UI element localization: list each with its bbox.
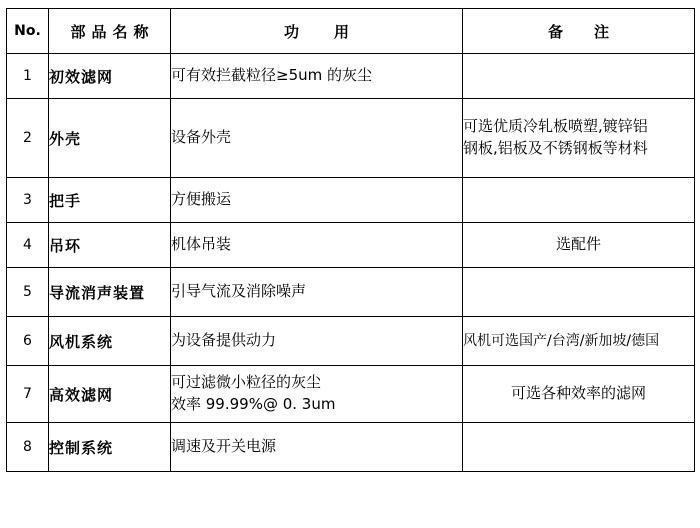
table-row <box>7 423 695 472</box>
cell-no: 1 <box>7 54 49 99</box>
header-no: No. <box>7 9 49 54</box>
cell-no: 6 <box>7 317 49 366</box>
function-line: 为设备提供动力 <box>171 331 277 350</box>
cell-function <box>171 317 463 366</box>
function-line: 调速及开关电源 <box>171 437 277 456</box>
cell-no: 2 <box>7 99 49 178</box>
table-row <box>7 54 695 99</box>
function-line: 机体吊装 <box>171 235 232 254</box>
cell-no: 3 <box>7 178 49 223</box>
cell-function <box>171 223 463 268</box>
cell-name: 风机系统 <box>49 317 171 366</box>
table-row <box>7 366 695 423</box>
cell-no: 8 <box>7 423 49 472</box>
header-note: 备 注 <box>463 9 695 54</box>
cell-no: 4 <box>7 223 49 268</box>
cell-no: 5 <box>7 268 49 317</box>
note-line: 钢板,铝板及不锈钢板等材料 <box>463 139 648 157</box>
table-row <box>7 268 695 317</box>
component-spec-table <box>6 8 695 472</box>
cell-function <box>171 178 463 223</box>
header-function: 功 用 <box>171 9 463 54</box>
table-header <box>7 9 695 54</box>
cell-function <box>171 54 463 99</box>
function-line: 引导气流及消除噪声 <box>171 282 307 301</box>
function-line: 可有效拦截粒径≥5um 的灰尘 <box>171 66 372 85</box>
cell-function <box>171 366 463 423</box>
header-row <box>7 9 695 54</box>
cell-note: 风机可选国产/台湾/新加坡/德国 <box>463 317 695 366</box>
cell-note <box>463 178 695 223</box>
cell-note <box>463 423 695 472</box>
note-line: 可选优质冷轧板喷塑,镀锌铝 <box>463 117 648 136</box>
cell-no: 7 <box>7 366 49 423</box>
cell-function <box>171 268 463 317</box>
table-body <box>7 54 695 472</box>
cell-function <box>171 423 463 472</box>
table-row <box>7 178 695 223</box>
table-row <box>7 223 695 268</box>
cell-function <box>171 99 463 178</box>
cell-name: 外壳 <box>49 99 171 178</box>
cell-note <box>463 268 695 317</box>
table-row <box>7 317 695 366</box>
cell-name: 导流消声装置 <box>49 268 171 317</box>
cell-name: 高效滤网 <box>49 366 171 423</box>
cell-name: 把手 <box>49 178 171 223</box>
function-line: 方便搬运 <box>171 190 232 209</box>
function-line: 设备外壳 <box>171 128 232 147</box>
cell-name: 初效滤网 <box>49 54 171 99</box>
table-row <box>7 99 695 178</box>
cell-note <box>463 54 695 99</box>
header-name: 部品名称 <box>49 9 171 54</box>
cell-name: 控制系统 <box>49 423 171 472</box>
cell-note <box>463 99 695 178</box>
function-line: 效率 99.99%@ 0. 3um <box>171 395 336 413</box>
function-line: 可过滤微小粒径的灰尘 <box>171 373 322 392</box>
cell-name: 吊环 <box>49 223 171 268</box>
cell-note: 选配件 <box>463 223 695 268</box>
cell-note: 可选各种效率的滤网 <box>463 366 695 423</box>
